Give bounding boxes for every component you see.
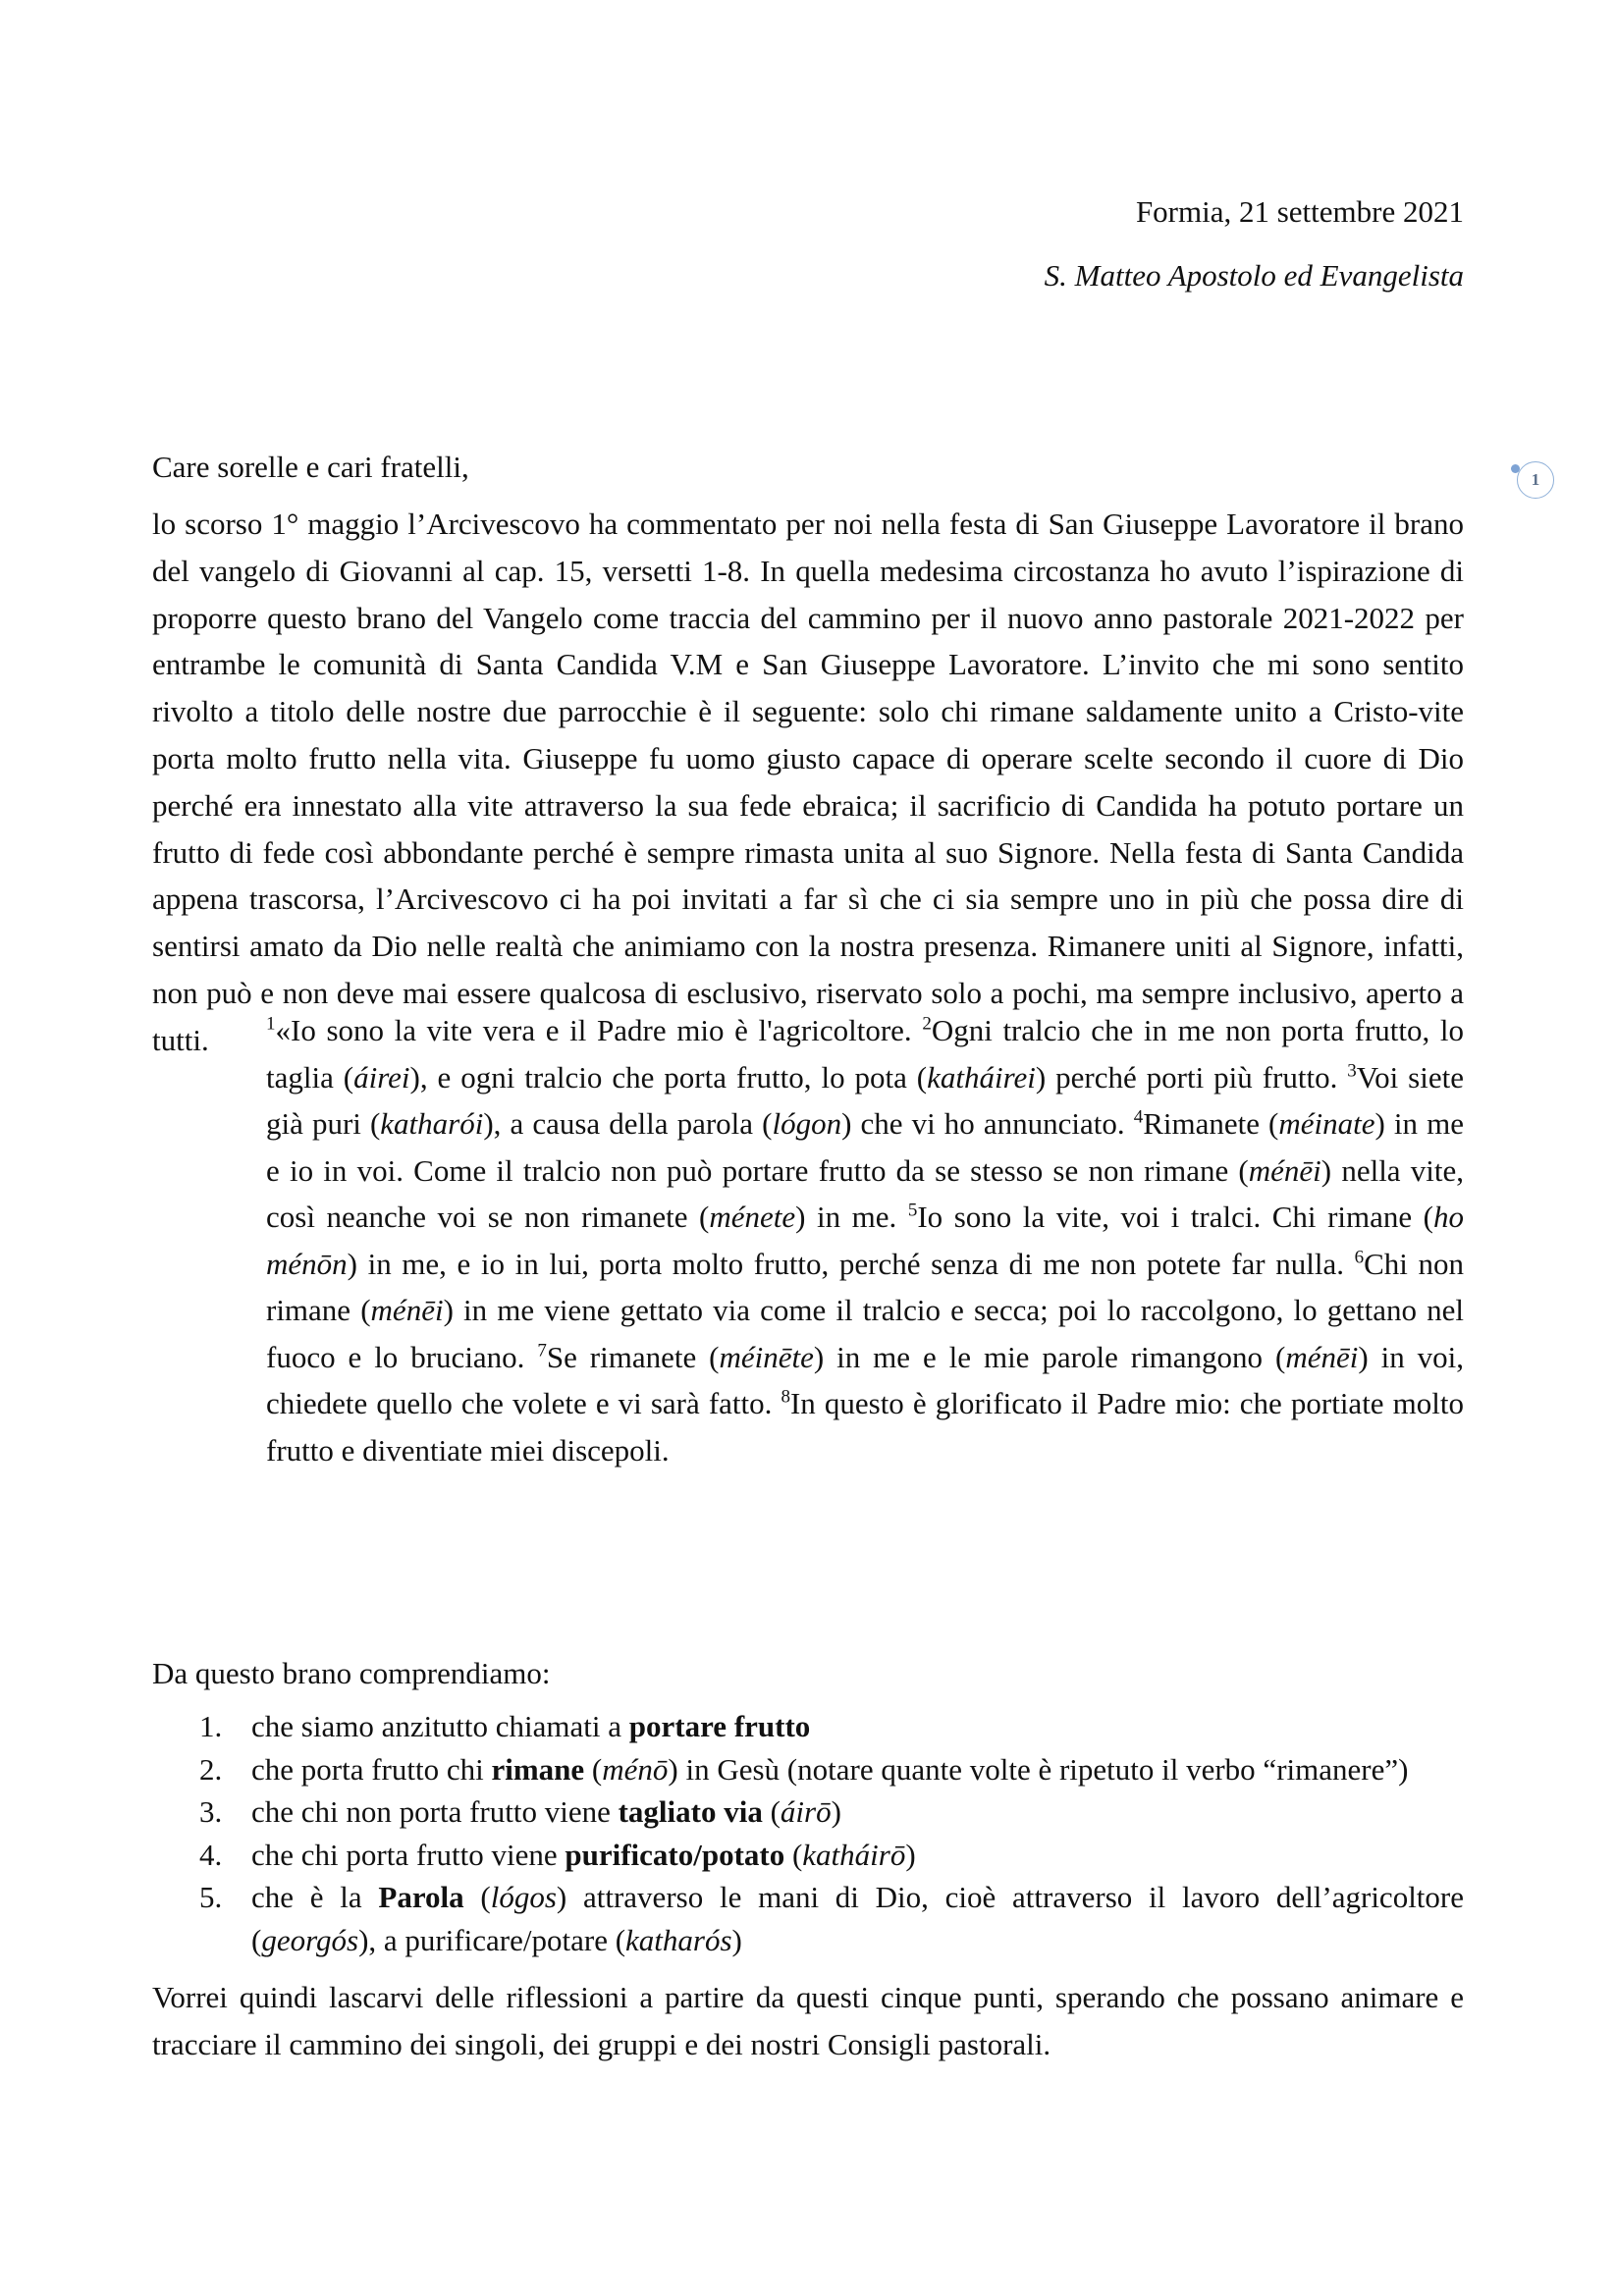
list-number: 4. [199, 1837, 223, 1872]
verse-number: 3 [1347, 1060, 1357, 1082]
list-number: 3. [199, 1794, 223, 1829]
item-text: ) [831, 1794, 841, 1829]
greek-term: ménēi [1285, 1339, 1359, 1374]
list-item [152, 1748, 1464, 1791]
verse-text: ), a causa della parola ( [483, 1106, 773, 1141]
verse-text: ) in me, e io in lui, porta molto frutto, perché senza di me non potete far nulla. [347, 1246, 1355, 1281]
verse-text: Voi siete già puri ( [266, 1059, 1464, 1141]
greek-term: katharós [625, 1922, 732, 1957]
points-list [152, 1705, 1464, 1961]
verse-text: ) in me. [795, 1200, 908, 1234]
verse-number: 2 [922, 1013, 932, 1035]
verse-text: ) in me viene gettato via come il tralcio e secca; poi lo raccolgono, lo gettano nel fuoco e lo bruciano. [266, 1293, 1464, 1374]
item-text: ) in Gesù (notare quante volte è ripetuto il verbo “rimanere”) [668, 1751, 1409, 1787]
verse-text: ) che vi ho annunciato. [841, 1106, 1134, 1141]
greek-term: ménete [709, 1200, 796, 1234]
greek-term: lógon [772, 1106, 842, 1141]
item-text: ) [731, 1922, 742, 1957]
item-keyword: portare frutto [628, 1709, 811, 1743]
greek-term: méinate [1278, 1106, 1375, 1141]
list-number: 2. [199, 1751, 223, 1787]
greek-term: méinēte [719, 1339, 814, 1374]
verse-number: 8 [781, 1386, 790, 1408]
page-number-marker[interactable]: 1 [1517, 461, 1554, 499]
greek-term: ménēi [1248, 1152, 1321, 1188]
greek-term: katharói [380, 1106, 484, 1141]
verse-text: «Io sono la vite vera e il Padre mio è l'agricoltore. [275, 1013, 923, 1047]
verse-number: 7 [537, 1340, 547, 1362]
list-item [152, 1834, 1464, 1877]
item-text: che porta frutto chi [251, 1751, 492, 1787]
greek-term: katháirei [927, 1059, 1036, 1095]
verse-number: 4 [1133, 1106, 1144, 1128]
date-line: Formia, 21 settembre 2021 [1135, 194, 1464, 229]
intro-paragraph: lo scorso 1° maggio l’Arcivescovo ha commentato per noi nella festa di San Giuseppe Lavoratore il brano del vangelo di Giovanni al cap. 15, versetti 1-8. In quella medesima circostanza ho avuto l’ispirazione di proporre questo brano del Vangelo come traccia del cammino per il nuovo anno pastorale 2021-2022 per entrambe le comunità di Santa Candida V.M e San Giuseppe Lavoratore. L’invito che mi sono sentito rivolto a titolo delle nostre due parrocchie è il seguente: solo chi rimane saldamente unito a Cristo-vite porta molto frutto nella vita. Giuseppe fu uomo giusto capace di operare scelte secondo il cuore di Dio perché era innestato alla vite attraverso la sua fede ebraica; il sacrificio di Candida ha potuto portare un frutto di fede così abbondante perché è sempre rimasta unita al suo Signore. Nella festa di Santa Candida appena trascorsa, l’Arcivescovo ci ha poi invitati a far sì che ci sia sempre uno in più che possa dire di sentirsi amato da Dio nelle realtà che animiamo con la nostra presenza. Rimanere uniti al Signore, infatti, non può e non deve mai essere qualcosa di esclusivo, riservato solo a pochi, ma sempre inclusivo, aperto a tutti. [152, 507, 1464, 1057]
verse-text: In questo è glorificato il Padre mio: che portiate molto frutto e diventiate miei discepoli. [266, 1386, 1464, 1468]
greek-term: lógos [490, 1880, 557, 1914]
item-text: che chi porta frutto viene [251, 1837, 566, 1872]
item-text: ), a purificare/potare ( [358, 1922, 626, 1957]
item-keyword: purificato/potato [565, 1837, 785, 1872]
greek-term: ménēi [370, 1293, 444, 1327]
verse-text: ) in voi, chiedete quello che volete e vi sarà fatto. [266, 1339, 1464, 1420]
greek-term: áirei [353, 1059, 410, 1095]
list-item [152, 1705, 1464, 1748]
item-text: ( [584, 1751, 603, 1787]
verse-text: ) in me e io in voi. Come il tralcio non può portare frutto da se stesso se non rimane ( [266, 1106, 1464, 1188]
verse-text: Ogni tralcio che in me non porta frutto, lo taglia ( [266, 1013, 1464, 1095]
verse-number: 5 [907, 1200, 918, 1221]
greek-term: ho ménōn [266, 1200, 1464, 1281]
greek-term: áirō [780, 1794, 832, 1829]
verse-number: 1 [266, 1013, 276, 1035]
item-text: ) attraverso le mani di Dio, cioè attraverso il lavoro dell’agricoltore ( [251, 1880, 1465, 1957]
greeting: Care sorelle e cari fratelli, [152, 450, 469, 484]
greek-term: georgós [261, 1922, 359, 1957]
verse-text: Io sono la vite, voi i tralci. Chi rimane ( [917, 1200, 1433, 1234]
item-keyword: rimane [491, 1751, 585, 1787]
item-keyword: tagliato via [618, 1794, 763, 1829]
feast-line: S. Matteo Apostolo ed Evangelista [1044, 258, 1464, 293]
list-item [152, 1790, 1464, 1834]
greek-term: katháirō [802, 1837, 906, 1872]
verse-text: Se rimanete ( [546, 1339, 720, 1374]
verse-number: 6 [1354, 1247, 1365, 1268]
verse-text: Chi non rimane ( [266, 1246, 1464, 1327]
list-lead: Da questo brano comprendiamo: [152, 1656, 551, 1690]
list-number: 5. [199, 1880, 223, 1914]
greek-term: ménō [602, 1751, 669, 1787]
closing-paragraph: Vorrei quindi lascarvi delle riflessioni a partire da questi cinque punti, sperando che possano animare e tracciare il cammino dei singoli, dei gruppi e dei nostri Consigli pastorali. [152, 1980, 1464, 2061]
verse-text: ), e ogni tralcio che porta frutto, lo pota ( [409, 1059, 928, 1095]
list-item [152, 1876, 1464, 1961]
item-text: ) [905, 1837, 916, 1872]
verse-text: ) nella vite, così neanche voi se non rimanete ( [266, 1152, 1465, 1234]
verse-text: ) in me e le mie parole rimangono ( [813, 1339, 1286, 1374]
item-text: che chi non porta frutto viene [251, 1794, 619, 1829]
list-number: 1. [199, 1709, 223, 1743]
gospel-quote [266, 1007, 1464, 1473]
item-text: che siamo anzitutto chiamati a [251, 1709, 629, 1743]
item-text: ( [463, 1880, 491, 1914]
verse-text: Rimanete ( [1143, 1106, 1279, 1141]
item-text: ( [784, 1837, 803, 1872]
item-text: che è la [251, 1880, 379, 1914]
item-keyword: Parola [378, 1880, 464, 1914]
item-text: ( [762, 1794, 781, 1829]
verse-text: ) perché porti più frutto. [1035, 1059, 1348, 1095]
